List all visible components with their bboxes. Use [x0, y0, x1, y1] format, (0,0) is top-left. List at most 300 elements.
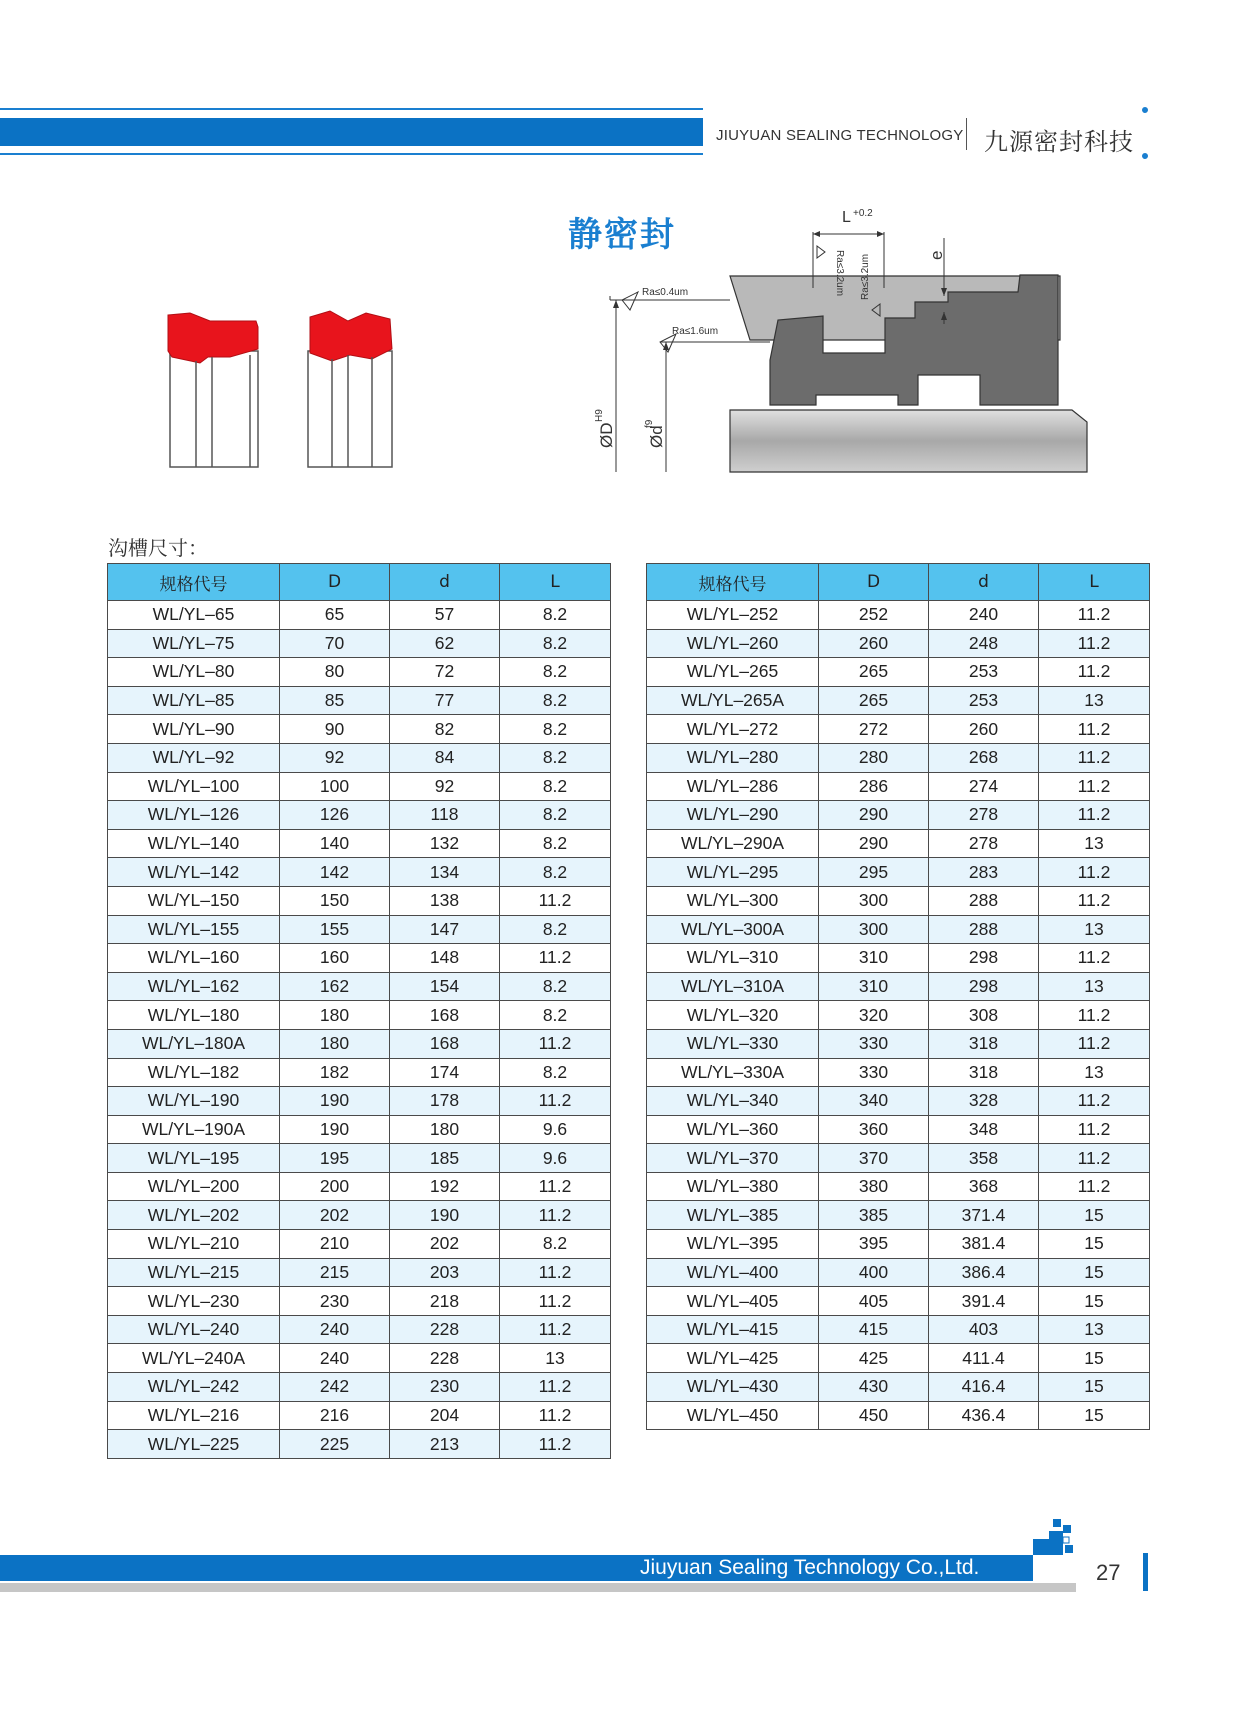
table-row: [108, 743, 611, 772]
table-row: [108, 1373, 611, 1402]
table-row: [108, 801, 611, 830]
cell-d: 411.4: [929, 1344, 1039, 1373]
cell-D: 295: [819, 858, 929, 887]
cell-spec-code: WL/YL–240: [108, 1315, 280, 1344]
cell-d: 358: [929, 1144, 1039, 1173]
cell-L: 8.2: [500, 1001, 611, 1030]
cell-L: 11.2: [1039, 858, 1150, 887]
groove-dimensions-label: 沟槽尺寸：: [108, 536, 208, 560]
cell-spec-code: WL/YL–225: [108, 1430, 280, 1459]
cell-d: 62: [390, 629, 500, 658]
cell-d: 82: [390, 715, 500, 744]
cell-L: 11.2: [1039, 772, 1150, 801]
cell-D: 90: [280, 715, 390, 744]
table-row: [108, 1172, 611, 1201]
cell-L: 8.2: [500, 972, 611, 1001]
cell-spec-code: WL/YL–240A: [108, 1344, 280, 1373]
cell-L: 15: [1039, 1258, 1150, 1287]
cell-L: 8.2: [500, 801, 611, 830]
cell-spec-code: WL/YL–265: [647, 658, 819, 687]
cell-d: 148: [390, 944, 500, 973]
cell-d: 416.4: [929, 1373, 1039, 1402]
table-row: [108, 1315, 611, 1344]
cell-D: 430: [819, 1373, 929, 1402]
table-row: [647, 686, 1150, 715]
cell-d: 92: [390, 772, 500, 801]
table-row: [647, 1172, 1150, 1201]
table-row: [647, 1344, 1150, 1373]
cell-L: 11.2: [500, 1201, 611, 1230]
cell-spec-code: WL/YL–140: [108, 829, 280, 858]
cell-spec-code: WL/YL–180A: [108, 1029, 280, 1058]
footer-gray-strip: [0, 1583, 1076, 1592]
cell-spec-code: WL/YL–415: [647, 1315, 819, 1344]
cell-spec-code: WL/YL–300A: [647, 915, 819, 944]
cell-D: 252: [819, 601, 929, 630]
cell-L: 11.2: [500, 1258, 611, 1287]
table-row: [647, 743, 1150, 772]
cell-D: 240: [280, 1315, 390, 1344]
cell-spec-code: WL/YL–190: [108, 1087, 280, 1116]
cell-spec-code: WL/YL–295: [647, 858, 819, 887]
table-row: [108, 686, 611, 715]
cell-D: 425: [819, 1344, 929, 1373]
cell-d: 371.4: [929, 1201, 1039, 1230]
cell-L: 13: [1039, 829, 1150, 858]
table-row: [108, 1230, 611, 1259]
cell-spec-code: WL/YL–405: [647, 1287, 819, 1316]
cell-L: 15: [1039, 1344, 1150, 1373]
dim-d-tolerance: f9: [644, 419, 655, 428]
cell-spec-code: WL/YL–155: [108, 915, 280, 944]
cell-D: 265: [819, 686, 929, 715]
table-row: [647, 1401, 1150, 1430]
cell-D: 385: [819, 1201, 929, 1230]
cell-L: 8.2: [500, 658, 611, 687]
cell-d: 240: [929, 601, 1039, 630]
cell-L: 11.2: [1039, 1029, 1150, 1058]
cell-d: 253: [929, 686, 1039, 715]
cell-L: 11.2: [1039, 743, 1150, 772]
cell-spec-code: WL/YL–182: [108, 1058, 280, 1087]
table-row: [108, 629, 611, 658]
cell-D: 405: [819, 1287, 929, 1316]
cell-spec-code: WL/YL–260: [647, 629, 819, 658]
header-bar: [0, 118, 703, 146]
cell-d: 288: [929, 886, 1039, 915]
cell-L: 11.2: [1039, 1087, 1150, 1116]
cell-spec-code: WL/YL–85: [108, 686, 280, 715]
dim-L-label: L: [842, 209, 851, 226]
cell-spec-code: WL/YL–92: [108, 743, 280, 772]
cell-spec-code: WL/YL–100: [108, 772, 280, 801]
cell-spec-code: WL/YL–395: [647, 1230, 819, 1259]
cell-L: 8.2: [500, 858, 611, 887]
cell-d: 132: [390, 829, 500, 858]
cell-spec-code: WL/YL–280: [647, 743, 819, 772]
table-row: [108, 772, 611, 801]
table-row: [647, 1373, 1150, 1402]
cell-d: 192: [390, 1172, 500, 1201]
cell-d: 278: [929, 801, 1039, 830]
cell-D: 272: [819, 715, 929, 744]
cell-L: 11.2: [1039, 715, 1150, 744]
table-row: [108, 1287, 611, 1316]
cell-spec-code: WL/YL–210: [108, 1230, 280, 1259]
cell-L: 11.2: [500, 1373, 611, 1402]
cell-D: 85: [280, 686, 390, 715]
cell-d: 203: [390, 1258, 500, 1287]
cell-spec-code: WL/YL–180: [108, 1001, 280, 1030]
cell-spec-code: WL/YL–230: [108, 1287, 280, 1316]
cell-L: 15: [1039, 1201, 1150, 1230]
cell-L: 13: [1039, 915, 1150, 944]
cell-spec-code: WL/YL–242: [108, 1373, 280, 1402]
cell-spec-code: WL/YL–370: [647, 1144, 819, 1173]
cell-D: 265: [819, 658, 929, 687]
table-row: [647, 915, 1150, 944]
table-row: [108, 858, 611, 887]
cell-D: 370: [819, 1144, 929, 1173]
cell-spec-code: WL/YL–150: [108, 886, 280, 915]
table-row: [108, 1258, 611, 1287]
table-row: [647, 1058, 1150, 1087]
cell-d: 228: [390, 1344, 500, 1373]
header-dot-icon: [1142, 107, 1148, 113]
table-row: [108, 1115, 611, 1144]
table-row: [647, 1258, 1150, 1287]
cell-d: 202: [390, 1230, 500, 1259]
cell-d: 386.4: [929, 1258, 1039, 1287]
table-row: [108, 1430, 611, 1459]
cell-L: 11.2: [500, 1430, 611, 1459]
cell-L: 9.6: [500, 1115, 611, 1144]
col-header-D: D: [280, 564, 390, 601]
cell-L: 11.2: [500, 944, 611, 973]
table-row: [647, 772, 1150, 801]
seal-profile-a: [168, 313, 258, 467]
cell-D: 400: [819, 1258, 929, 1287]
cell-D: 80: [280, 658, 390, 687]
table-row: [647, 601, 1150, 630]
cell-spec-code: WL/YL–300: [647, 886, 819, 915]
cell-d: 268: [929, 743, 1039, 772]
table-row: [647, 629, 1150, 658]
seal-profile-illustration: [160, 305, 410, 475]
header-dot-icon: [1142, 153, 1148, 159]
cell-d: 185: [390, 1144, 500, 1173]
cell-spec-code: WL/YL–272: [647, 715, 819, 744]
table-row: [647, 944, 1150, 973]
seal-profile-b: [308, 311, 392, 467]
cell-D: 310: [819, 944, 929, 973]
cell-spec-code: WL/YL–142: [108, 858, 280, 887]
cell-L: 11.2: [1039, 629, 1150, 658]
cell-spec-code: WL/YL–330: [647, 1029, 819, 1058]
cell-d: 298: [929, 944, 1039, 973]
cell-d: 278: [929, 829, 1039, 858]
cell-d: 77: [390, 686, 500, 715]
cell-L: 11.2: [1039, 1001, 1150, 1030]
header-company-en: JIUYUAN SEALING TECHNOLOGY: [716, 127, 964, 144]
cell-d: 180: [390, 1115, 500, 1144]
cell-L: 8.2: [500, 686, 611, 715]
table-row: [108, 972, 611, 1001]
cell-L: 13: [1039, 972, 1150, 1001]
cell-L: 11.2: [1039, 1115, 1150, 1144]
cell-d: 118: [390, 801, 500, 830]
cell-L: 11.2: [1039, 801, 1150, 830]
table-row: [647, 972, 1150, 1001]
cell-d: 147: [390, 915, 500, 944]
cell-spec-code: WL/YL–190A: [108, 1115, 280, 1144]
header-rule-bottom: [0, 153, 703, 155]
cell-D: 65: [280, 601, 390, 630]
cell-d: 318: [929, 1029, 1039, 1058]
cell-spec-code: WL/YL–286: [647, 772, 819, 801]
cell-d: 348: [929, 1115, 1039, 1144]
cell-d: 368: [929, 1172, 1039, 1201]
cell-L: 11.2: [500, 886, 611, 915]
cell-L: 8.2: [500, 715, 611, 744]
cell-D: 280: [819, 743, 929, 772]
cell-d: 178: [390, 1087, 500, 1116]
col-header-d: d: [929, 564, 1039, 601]
table-row: [647, 1201, 1150, 1230]
cell-spec-code: WL/YL–450: [647, 1401, 819, 1430]
cell-D: 162: [280, 972, 390, 1001]
cell-d: 228: [390, 1315, 500, 1344]
table-row: [108, 829, 611, 858]
cell-D: 182: [280, 1058, 390, 1087]
cell-d: 260: [929, 715, 1039, 744]
cell-D: 286: [819, 772, 929, 801]
table-row: [647, 658, 1150, 687]
groove-size-table-right: [646, 563, 1150, 1430]
cell-L: 11.2: [500, 1315, 611, 1344]
cell-spec-code: WL/YL–310: [647, 944, 819, 973]
cell-d: 218: [390, 1287, 500, 1316]
cell-d: 72: [390, 658, 500, 687]
cell-D: 92: [280, 743, 390, 772]
cell-spec-code: WL/YL–320: [647, 1001, 819, 1030]
cell-d: 328: [929, 1087, 1039, 1116]
cell-L: 8.2: [500, 629, 611, 658]
cell-d: 298: [929, 972, 1039, 1001]
cell-L: 11.2: [1039, 944, 1150, 973]
cell-L: 8.2: [500, 743, 611, 772]
page-number: 27: [1096, 1560, 1121, 1585]
cell-D: 450: [819, 1401, 929, 1430]
table-row: [647, 829, 1150, 858]
cell-spec-code: WL/YL–202: [108, 1201, 280, 1230]
cell-D: 142: [280, 858, 390, 887]
cell-spec-code: WL/YL–200: [108, 1172, 280, 1201]
cell-D: 195: [280, 1144, 390, 1173]
table-row: [647, 1315, 1150, 1344]
cell-D: 290: [819, 801, 929, 830]
cell-spec-code: WL/YL–216: [108, 1401, 280, 1430]
cell-d: 168: [390, 1029, 500, 1058]
table-row: [108, 886, 611, 915]
cell-D: 240: [280, 1344, 390, 1373]
cell-D: 320: [819, 1001, 929, 1030]
cell-spec-code: WL/YL–80: [108, 658, 280, 687]
ra-0.4-label: Ra≤0.4um: [642, 287, 689, 298]
cell-spec-code: WL/YL–195: [108, 1144, 280, 1173]
cell-spec-code: WL/YL–90: [108, 715, 280, 744]
table-row: [108, 1058, 611, 1087]
cell-D: 140: [280, 829, 390, 858]
cell-L: 11.2: [500, 1287, 611, 1316]
cell-spec-code: WL/YL–380: [647, 1172, 819, 1201]
cell-D: 290: [819, 829, 929, 858]
cell-L: 8.2: [500, 915, 611, 944]
cell-d: 391.4: [929, 1287, 1039, 1316]
dim-D-tolerance: H9: [594, 409, 605, 422]
ra-3.2-label-a: Ra≤3.2um: [834, 250, 845, 297]
cell-d: 308: [929, 1001, 1039, 1030]
cell-D: 160: [280, 944, 390, 973]
cell-spec-code: WL/YL–430: [647, 1373, 819, 1402]
cell-spec-code: WL/YL–360: [647, 1115, 819, 1144]
cell-L: 11.2: [500, 1087, 611, 1116]
table-row: [108, 1087, 611, 1116]
footer-pixel-logo-icon: [1033, 1515, 1075, 1581]
cell-D: 155: [280, 915, 390, 944]
cell-spec-code: WL/YL–252: [647, 601, 819, 630]
col-header-L: L: [500, 564, 611, 601]
cell-D: 340: [819, 1087, 929, 1116]
cell-D: 260: [819, 629, 929, 658]
cell-L: 11.2: [1039, 886, 1150, 915]
table-row: [108, 1029, 611, 1058]
cell-d: 154: [390, 972, 500, 1001]
cell-L: 15: [1039, 1401, 1150, 1430]
cell-spec-code: WL/YL–126: [108, 801, 280, 830]
col-header-d: d: [390, 564, 500, 601]
table-row: [647, 715, 1150, 744]
col-header-spec: 规格代号: [108, 564, 280, 601]
cell-spec-code: WL/YL–310A: [647, 972, 819, 1001]
cell-d: 230: [390, 1373, 500, 1402]
cell-D: 380: [819, 1172, 929, 1201]
table-row: [108, 1001, 611, 1030]
table-row: [108, 1201, 611, 1230]
cell-d: 283: [929, 858, 1039, 887]
cell-d: 138: [390, 886, 500, 915]
cell-D: 215: [280, 1258, 390, 1287]
cell-D: 225: [280, 1430, 390, 1459]
cell-d: 403: [929, 1315, 1039, 1344]
cell-L: 11.2: [500, 1172, 611, 1201]
cell-D: 310: [819, 972, 929, 1001]
cell-d: 57: [390, 601, 500, 630]
cell-D: 330: [819, 1058, 929, 1087]
table-row: [647, 1029, 1150, 1058]
page-title: 静密封: [568, 215, 676, 255]
table-row: [647, 1087, 1150, 1116]
col-header-spec: 规格代号: [647, 564, 819, 601]
cell-L: 8.2: [500, 772, 611, 801]
header-company-cn: 九源密封科技: [984, 128, 1134, 156]
header-separator: [966, 118, 967, 150]
cell-D: 395: [819, 1230, 929, 1259]
table-row: [647, 858, 1150, 887]
cell-D: 150: [280, 886, 390, 915]
cell-D: 230: [280, 1287, 390, 1316]
col-header-L: L: [1039, 564, 1150, 601]
dim-e-label: e: [927, 250, 946, 260]
cell-spec-code: WL/YL–160: [108, 944, 280, 973]
col-header-D: D: [819, 564, 929, 601]
cell-D: 180: [280, 1029, 390, 1058]
cell-spec-code: WL/YL–75: [108, 629, 280, 658]
cell-L: 11.2: [500, 1029, 611, 1058]
cell-D: 200: [280, 1172, 390, 1201]
cell-d: 84: [390, 743, 500, 772]
cell-D: 190: [280, 1087, 390, 1116]
table-header-row: [108, 564, 611, 601]
cell-D: 190: [280, 1115, 390, 1144]
cell-spec-code: WL/YL–425: [647, 1344, 819, 1373]
cell-D: 415: [819, 1315, 929, 1344]
cell-D: 70: [280, 629, 390, 658]
cell-L: 8.2: [500, 829, 611, 858]
table-row: [108, 658, 611, 687]
cell-spec-code: WL/YL–162: [108, 972, 280, 1001]
dim-L-tolerance: +0.2: [853, 208, 873, 219]
cell-d: 204: [390, 1401, 500, 1430]
table-row: [647, 801, 1150, 830]
table-row: [647, 1115, 1150, 1144]
table-row: [108, 944, 611, 973]
header-rule-top: [0, 108, 703, 110]
cell-L: 11.2: [1039, 658, 1150, 687]
cell-D: 300: [819, 915, 929, 944]
cell-d: 274: [929, 772, 1039, 801]
cell-L: 8.2: [500, 601, 611, 630]
shaft-part: [730, 410, 1087, 472]
cell-D: 330: [819, 1029, 929, 1058]
cell-d: 253: [929, 658, 1039, 687]
dim-D-label: ØD: [597, 422, 616, 448]
table-row: [647, 886, 1150, 915]
cell-spec-code: WL/YL–330A: [647, 1058, 819, 1087]
cell-spec-code: WL/YL–400: [647, 1258, 819, 1287]
cell-L: 13: [1039, 1315, 1150, 1344]
cell-L: 11.2: [1039, 1172, 1150, 1201]
footer-company: Jiuyuan Sealing Technology Co.,Ltd.: [640, 1556, 980, 1579]
cell-L: 11.2: [1039, 601, 1150, 630]
groove-size-table-left: [107, 563, 611, 1459]
cell-d: 190: [390, 1201, 500, 1230]
table-header-row: [647, 564, 1150, 601]
cell-d: 381.4: [929, 1230, 1039, 1259]
cell-D: 202: [280, 1201, 390, 1230]
table-row: [108, 715, 611, 744]
cell-d: 436.4: [929, 1401, 1039, 1430]
cell-d: 213: [390, 1430, 500, 1459]
cell-D: 126: [280, 801, 390, 830]
cell-d: 134: [390, 858, 500, 887]
cell-D: 300: [819, 886, 929, 915]
cell-d: 288: [929, 915, 1039, 944]
cell-L: 13: [500, 1344, 611, 1373]
cell-d: 174: [390, 1058, 500, 1087]
cell-D: 180: [280, 1001, 390, 1030]
cell-spec-code: WL/YL–290A: [647, 829, 819, 858]
